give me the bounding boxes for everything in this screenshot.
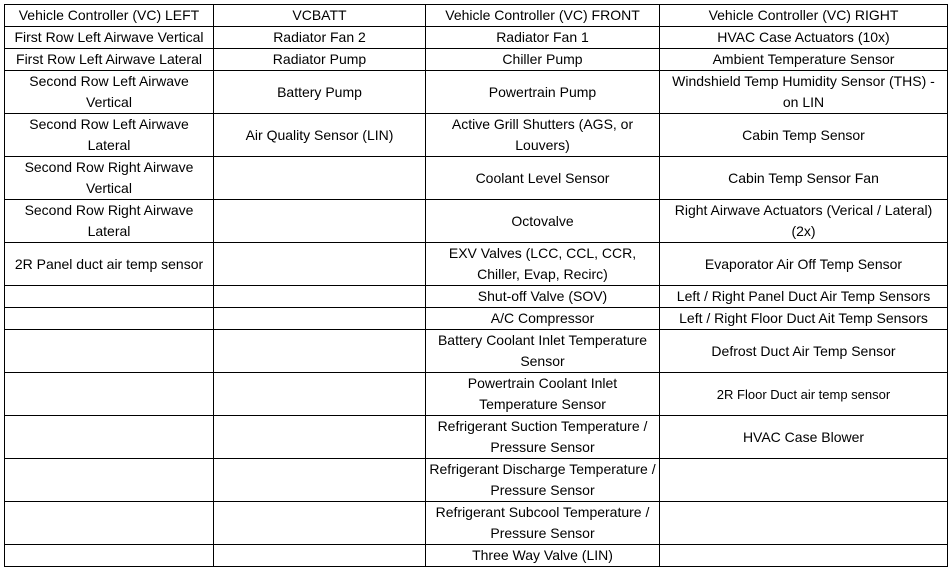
table-cell: [214, 502, 426, 545]
table-cell: Second Row Right Airwave Vertical: [5, 157, 214, 200]
header-cell: VCBATT: [214, 5, 426, 27]
table-cell: Right Airwave Actuators (Verical / Lateral) (2x): [660, 200, 948, 243]
table-row: [5, 373, 948, 416]
table-cell: [660, 545, 948, 567]
table-cell: Powertrain Coolant Inlet Temperature Sensor: [426, 373, 660, 416]
table-cell: Coolant Level Sensor: [426, 157, 660, 200]
table-cell: EXV Valves (LCC, CCL, CCR, Chiller, Evap, Recirc): [426, 243, 660, 286]
table-cell: [214, 545, 426, 567]
table-cell: Radiator Fan 2: [214, 27, 426, 49]
table-cell: [214, 286, 426, 308]
table-cell: Cabin Temp Sensor: [660, 114, 948, 157]
table-cell: [5, 502, 214, 545]
table-cell: Second Row Left Airwave Vertical: [5, 71, 214, 114]
table-row: [5, 286, 948, 308]
header-cell: Vehicle Controller (VC) LEFT: [5, 5, 214, 27]
table-cell: Octovalve: [426, 200, 660, 243]
table-cell: Ambient Temperature Sensor: [660, 49, 948, 71]
table-cell: [214, 330, 426, 373]
table-row: [5, 502, 948, 545]
table-cell: Second Row Left Airwave Lateral: [5, 114, 214, 157]
table-cell: [660, 459, 948, 502]
table-row: [5, 27, 948, 49]
table-cell: Powertrain Pump: [426, 71, 660, 114]
table-cell: [214, 157, 426, 200]
table-row: [5, 114, 948, 157]
table-cell: Evaporator Air Off Temp Sensor: [660, 243, 948, 286]
table-cell: [5, 545, 214, 567]
table-cell: [5, 308, 214, 330]
table-row: [5, 308, 948, 330]
table-row: [5, 459, 948, 502]
table-cell: Defrost Duct Air Temp Sensor: [660, 330, 948, 373]
table-cell: Refrigerant Subcool Temperature / Pressure Sensor: [426, 502, 660, 545]
table-cell: Left / Right Floor Duct Ait Temp Sensors: [660, 308, 948, 330]
table-row: [5, 416, 948, 459]
table-cell: A/C Compressor: [426, 308, 660, 330]
table-row: [5, 157, 948, 200]
table-cell: Cabin Temp Sensor Fan: [660, 157, 948, 200]
table-cell: First Row Left Airwave Vertical: [5, 27, 214, 49]
table-cell: [5, 286, 214, 308]
table-cell: HVAC Case Blower: [660, 416, 948, 459]
header-row: [5, 5, 948, 27]
table-cell: [214, 200, 426, 243]
table-cell: Active Grill Shutters (AGS, or Louvers): [426, 114, 660, 157]
table-cell: [214, 308, 426, 330]
table-cell: Three Way Valve (LIN): [426, 545, 660, 567]
controller-table: [4, 4, 948, 567]
table-row: [5, 243, 948, 286]
table-cell: [214, 459, 426, 502]
table-row: [5, 71, 948, 114]
table-cell: 2R Panel duct air temp sensor: [5, 243, 214, 286]
table-cell: Battery Coolant Inlet Temperature Sensor: [426, 330, 660, 373]
table-cell: [5, 459, 214, 502]
table-cell: Left / Right Panel Duct Air Temp Sensors: [660, 286, 948, 308]
table-cell: Refrigerant Discharge Temperature / Pressure Sensor: [426, 459, 660, 502]
table-cell: Radiator Pump: [214, 49, 426, 71]
table-cell: Windshield Temp Humidity Sensor (THS) - on LIN: [660, 71, 948, 114]
table-row: [5, 545, 948, 567]
table-cell: [660, 502, 948, 545]
table-cell: First Row Left Airwave Lateral: [5, 49, 214, 71]
table-cell: HVAC Case Actuators (10x): [660, 27, 948, 49]
table-cell: [5, 416, 214, 459]
table-cell: Chiller Pump: [426, 49, 660, 71]
table-cell: [214, 373, 426, 416]
table-row: [5, 330, 948, 373]
table-cell: Second Row Right Airwave Lateral: [5, 200, 214, 243]
table-cell: 2R Floor Duct air temp sensor: [660, 373, 948, 416]
table-row: [5, 49, 948, 71]
table-cell: Air Quality Sensor (LIN): [214, 114, 426, 157]
table-row: [5, 200, 948, 243]
table-cell: Radiator Fan 1: [426, 27, 660, 49]
header-cell: Vehicle Controller (VC) FRONT: [426, 5, 660, 27]
table-cell: Shut-off Valve (SOV): [426, 286, 660, 308]
table-cell: [214, 243, 426, 286]
header-cell: Vehicle Controller (VC) RIGHT: [660, 5, 948, 27]
table-cell: [5, 330, 214, 373]
table-cell: [5, 373, 214, 416]
table-cell: Battery Pump: [214, 71, 426, 114]
table-cell: Refrigerant Suction Temperature / Pressure Sensor: [426, 416, 660, 459]
table-cell: [214, 416, 426, 459]
